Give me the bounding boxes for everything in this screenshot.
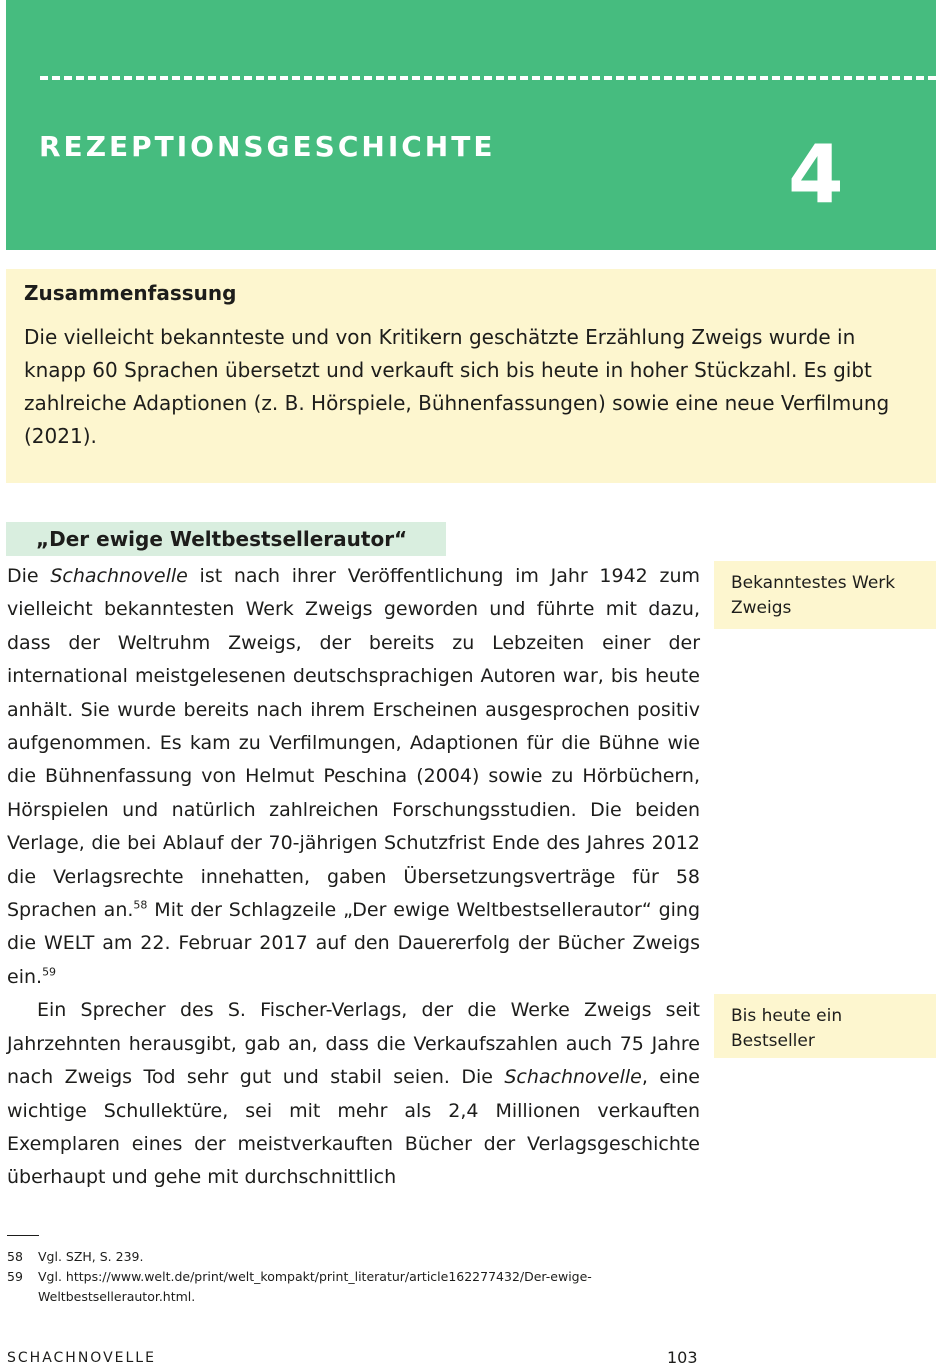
summary-title: Zusammenfassung <box>24 281 237 305</box>
footnote-58 <box>7 1247 687 1267</box>
header-dashed-line <box>40 76 936 80</box>
chapter-header <box>6 0 936 250</box>
footnote-ref-59[interactable]: 59 <box>42 965 57 979</box>
margin-note-bekanntestes-werk: Bekanntestes Werk Zweigs <box>714 561 936 629</box>
paragraph-1 <box>7 560 700 994</box>
footnote-ref-58[interactable]: 58 <box>133 898 148 912</box>
footnote-59 <box>7 1267 687 1307</box>
text-run: ist nach ihrer Veröffentlichung im Jahr 1942 zum vielleicht bekanntesten Werk Zweigs geworden und führte mit dazu, dass der Weltruhm Zweigs, der bereits zu Lebzeiten einer der international meistgelesenen deutschsprachigen Autoren war, bis heute anhält. Sie wurde bereits nach ihrem Erscheinen ausgesprochen positiv aufgenommen. Es kam zu Verfilmungen, Adaptionen für die Bühne wie die Bühnenfassung von Helmut Peschina (2004) sowie zu Hörbüchern, Hörspielen und natürlich zahlreichen Forschungsstudien. Die beiden Verlage, die bei Ablauf der 70-jährigen Schutzfrist Ende des Jahres 2012 die Verlagsrechte innehatten, gaben Übersetzungsverträge für 58 Sprachen an. <box>7 565 700 922</box>
text-run: Ein Sprecher des S. Fischer-Verlags, der die Werke Zweigs seit Jahrzehnten herausgibt, gab an, dass die Verkaufszahlen auch 75 Jahre nach Zweigs Tod sehr gut und stabil seien. Die <box>7 999 700 1089</box>
footnote-text[interactable]: Vgl. https://www.welt.de/print/welt_kompakt/print_literatur/article162277432/Der-ewige-Weltbestsellerautor.html. <box>38 1269 592 1304</box>
footnote-text: Vgl. SZH, S. 239. <box>38 1249 144 1264</box>
text-run: Die <box>7 565 51 587</box>
text-run: , eine wichtige Schullektüre, sei mit mehr als 2,4 Millionen verkauften Exemplaren eines der meistverkauften Bücher der Verlagsgeschichte überhaupt und gehe mit durchschnittlich <box>7 1066 701 1189</box>
page-number: 103 <box>667 1348 698 1367</box>
book-title-italic: Schachnovelle <box>504 1066 642 1089</box>
chapter-title: REZEPTIONSGESCHICHTE <box>39 130 496 163</box>
book-title-italic: Schachnovelle <box>50 565 188 587</box>
paragraph-2 <box>7 994 700 1194</box>
summary-box <box>6 269 936 483</box>
margin-note-bestseller: Bis heute ein Bestseller <box>714 994 936 1058</box>
footnote-number: 58 <box>7 1249 23 1264</box>
body-text <box>7 560 700 1195</box>
section-heading: „Der ewige Weltbestsellerautor“ <box>6 522 446 556</box>
footer-book-title: SCHACHNOVELLE <box>7 1350 156 1366</box>
footnote-number: 59 <box>7 1269 23 1284</box>
footnotes <box>7 1247 687 1307</box>
text-run: Mit der Schlagzeile „Der ewige Weltbestsellerautor“ ging die WELT am 22. Februar 2017 auf den Dauererfolg der Bücher Zweigs ein. <box>7 899 701 988</box>
footnote-divider <box>7 1235 39 1236</box>
chapter-number: 4 <box>788 128 844 221</box>
summary-text: Die vielleicht bekannteste und von Kritikern geschätzte Erzählung Zweigs wurde in knapp 60 Sprachen übersetzt und verkauft sich bis heute in hoher Stückzahl. Es gibt zahlreiche Adaptionen (z. B. Hörspiele, Bühnenfassungen) sowie eine neue Verfilmung (2021). <box>24 325 890 448</box>
